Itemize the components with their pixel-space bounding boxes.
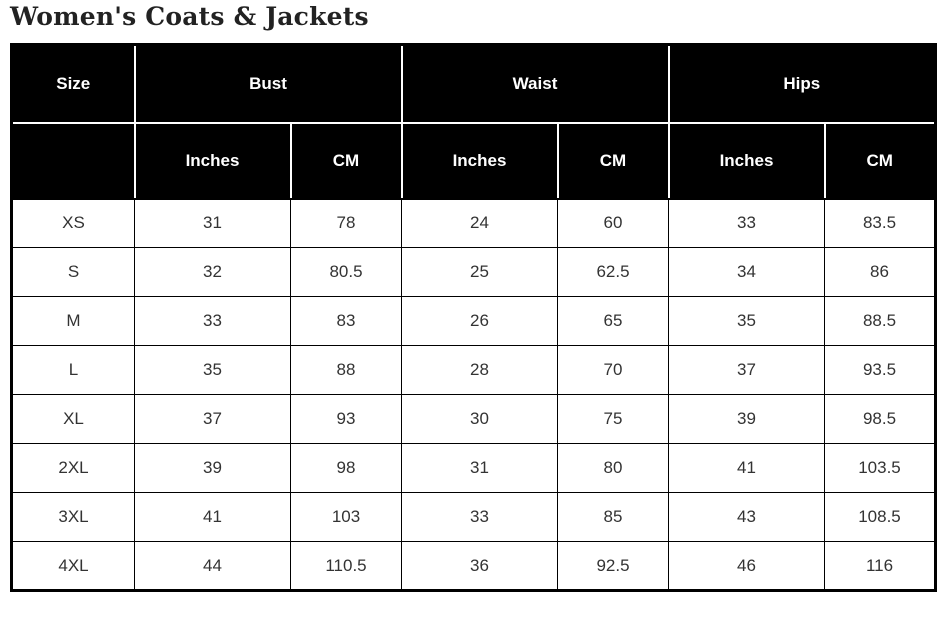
header-hips-inches: Inches (669, 123, 825, 199)
value-cell: 24 (402, 199, 558, 248)
value-cell: 80 (558, 444, 669, 493)
value-cell: 31 (135, 199, 291, 248)
table-header (12, 45, 936, 199)
page-title: Women's Coats & Jackets (10, 2, 369, 31)
value-cell: 41 (669, 444, 825, 493)
value-cell: 75 (558, 395, 669, 444)
value-cell: 65 (558, 297, 669, 346)
size-cell: XS (12, 199, 135, 248)
size-cell: M (12, 297, 135, 346)
header-hips-cm: CM (825, 123, 936, 199)
value-cell: 103.5 (825, 444, 936, 493)
value-cell: 37 (135, 395, 291, 444)
value-cell: 39 (669, 395, 825, 444)
table-row (12, 346, 936, 395)
value-cell: 83.5 (825, 199, 936, 248)
value-cell: 110.5 (291, 542, 402, 591)
value-cell: 41 (135, 493, 291, 542)
value-cell: 98.5 (825, 395, 936, 444)
size-cell: 4XL (12, 542, 135, 591)
header-group-row (12, 45, 936, 123)
table-row (12, 199, 936, 248)
value-cell: 36 (402, 542, 558, 591)
value-cell: 88.5 (825, 297, 936, 346)
value-cell: 37 (669, 346, 825, 395)
value-cell: 85 (558, 493, 669, 542)
header-bust-inches: Inches (135, 123, 291, 199)
header-empty-cell (12, 123, 135, 199)
value-cell: 32 (135, 248, 291, 297)
value-cell: 60 (558, 199, 669, 248)
value-cell: 88 (291, 346, 402, 395)
value-cell: 98 (291, 444, 402, 493)
value-cell: 103 (291, 493, 402, 542)
table-body (12, 199, 936, 591)
size-cell: XL (12, 395, 135, 444)
value-cell: 28 (402, 346, 558, 395)
size-cell: L (12, 346, 135, 395)
value-cell: 116 (825, 542, 936, 591)
size-cell: 3XL (12, 493, 135, 542)
value-cell: 33 (135, 297, 291, 346)
header-size: Size (12, 45, 135, 123)
value-cell: 92.5 (558, 542, 669, 591)
value-cell: 39 (135, 444, 291, 493)
value-cell: 80.5 (291, 248, 402, 297)
value-cell: 35 (669, 297, 825, 346)
header-waist-inches: Inches (402, 123, 558, 199)
size-cell: 2XL (12, 444, 135, 493)
table-row (12, 395, 936, 444)
value-cell: 83 (291, 297, 402, 346)
value-cell: 31 (402, 444, 558, 493)
value-cell: 62.5 (558, 248, 669, 297)
value-cell: 26 (402, 297, 558, 346)
value-cell: 93.5 (825, 346, 936, 395)
value-cell: 30 (402, 395, 558, 444)
size-chart-table (10, 43, 937, 592)
value-cell: 70 (558, 346, 669, 395)
value-cell: 34 (669, 248, 825, 297)
value-cell: 78 (291, 199, 402, 248)
value-cell: 86 (825, 248, 936, 297)
header-waist-cm: CM (558, 123, 669, 199)
value-cell: 35 (135, 346, 291, 395)
table-row (12, 248, 936, 297)
value-cell: 33 (669, 199, 825, 248)
header-bust: Bust (135, 45, 402, 123)
table-row (12, 297, 936, 346)
table-row (12, 493, 936, 542)
table-row (12, 444, 936, 493)
value-cell: 25 (402, 248, 558, 297)
value-cell: 108.5 (825, 493, 936, 542)
value-cell: 93 (291, 395, 402, 444)
header-sub-row (12, 123, 936, 199)
table-row (12, 542, 936, 591)
header-hips: Hips (669, 45, 936, 123)
value-cell: 44 (135, 542, 291, 591)
value-cell: 33 (402, 493, 558, 542)
size-cell: S (12, 248, 135, 297)
header-waist: Waist (402, 45, 669, 123)
value-cell: 46 (669, 542, 825, 591)
header-bust-cm: CM (291, 123, 402, 199)
value-cell: 43 (669, 493, 825, 542)
